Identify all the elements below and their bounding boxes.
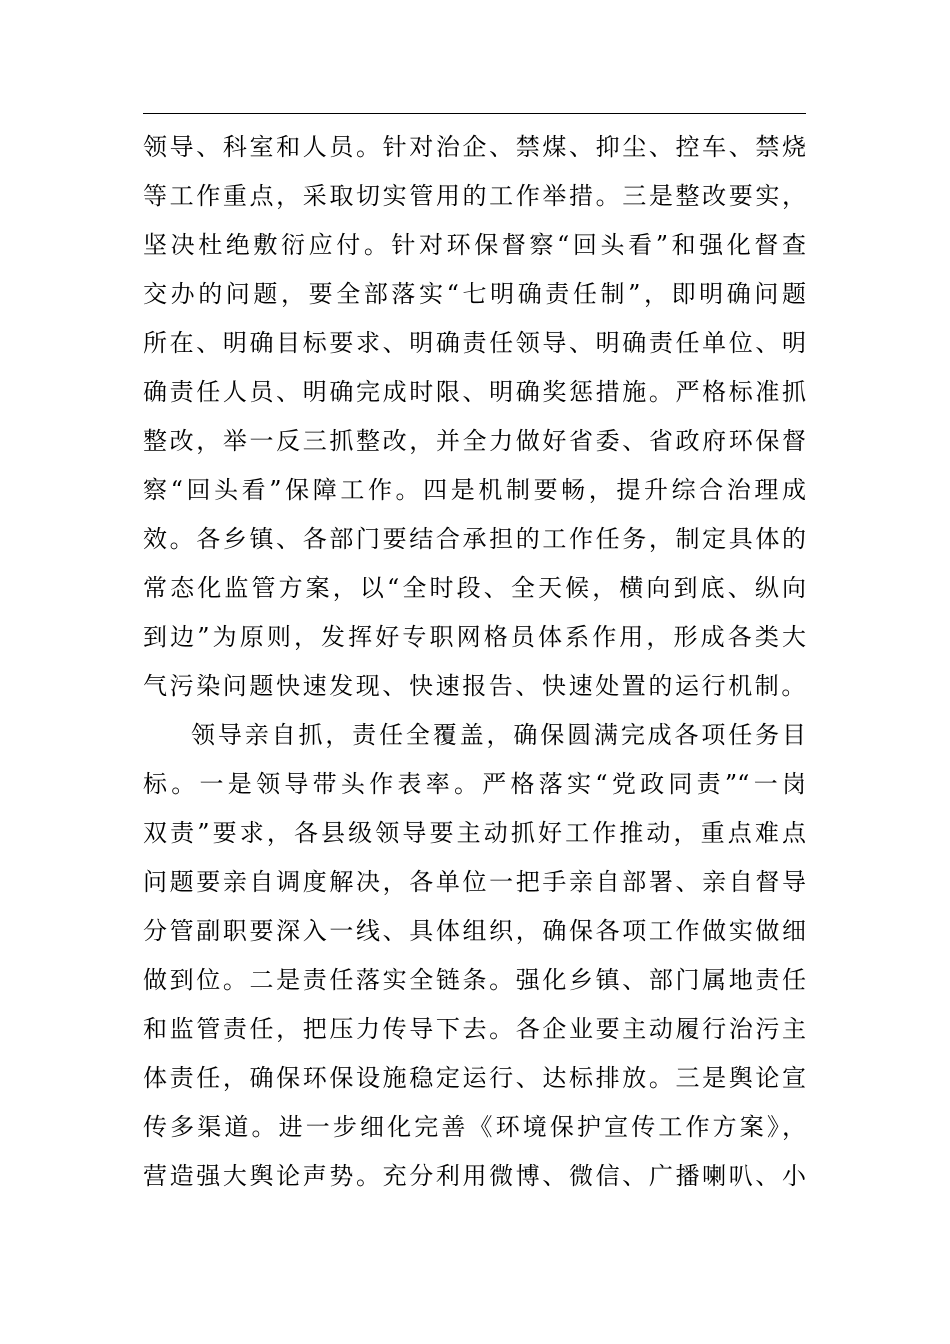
paragraph-2-line-3: 双责”要求，各县级领导要主动抓好工作推动，重点难点 [143, 819, 806, 847]
header-rule [143, 113, 806, 114]
paragraph-1-line-11: 到边”为原则，发挥好专职网格员体系作用，形成各类大 [143, 623, 806, 651]
paragraph-1-line-3: 坚决杜绝敷衍应付。针对环保督察“回头看”和强化督查 [143, 231, 806, 259]
paragraph-1-line-6: 确责任人员、明确完成时限、明确奖惩措施。严格标准抓 [143, 378, 806, 406]
paragraph-2-line-9: 传多渠道。进一步细化完善《环境保护宣传工作方案》， [143, 1113, 806, 1141]
paragraph-1-line-10: 常态化监管方案，以“全时段、全天候，横向到底、纵向 [143, 574, 806, 602]
paragraph-2-line-7: 和监管责任，把压力传导下去。各企业要主动履行治污主 [143, 1015, 806, 1043]
paragraph-1-line-4: 交办的问题，要全部落实“七明确责任制”，即明确问题 [143, 280, 806, 308]
paragraph-1-line-7: 整改，举一反三抓整改，并全力做好省委、省政府环保督 [143, 427, 806, 455]
paragraph-1-line-2: 等工作重点，采取切实管用的工作举措。三是整改要实， [143, 182, 806, 210]
paragraph-1-line-5: 所在、明确目标要求、明确责任领导、明确责任单位、明 [143, 329, 806, 357]
paragraph-2-line-5: 分管副职要深入一线、具体组织，确保各项工作做实做细 [143, 917, 806, 945]
paragraph-2-line-1: 领导亲自抓，责任全覆盖，确保圆满完成各项任务目 [191, 721, 806, 749]
paragraph-2-line-8: 体责任，确保环保设施稳定运行、达标排放。三是舆论宣 [143, 1064, 806, 1092]
paragraph-2-line-2: 标。一是领导带头作表率。严格落实“党政同责”“一岗 [143, 770, 806, 798]
paragraph-1-line-1: 领导、科室和人员。针对治企、禁煤、抑尘、控车、禁烧 [143, 133, 806, 161]
paragraph-1-line-8: 察“回头看”保障工作。四是机制要畅，提升综合治理成 [143, 476, 806, 504]
paragraph-2-line-10: 营造强大舆论声势。充分利用微博、微信、广播喇叭、小 [143, 1162, 806, 1190]
paragraph-1-line-9: 效。各乡镇、各部门要结合承担的工作任务，制定具体的 [143, 525, 806, 553]
paragraph-2-line-6: 做到位。二是责任落实全链条。强化乡镇、部门属地责任 [143, 966, 806, 994]
paragraph-2-line-4: 问题要亲自调度解决，各单位一把手亲自部署、亲自督导 [143, 868, 806, 896]
paragraph-1-line-12: 气污染问题快速发现、快速报告、快速处置的运行机制。 [143, 672, 808, 700]
body-text [143, 123, 806, 1201]
